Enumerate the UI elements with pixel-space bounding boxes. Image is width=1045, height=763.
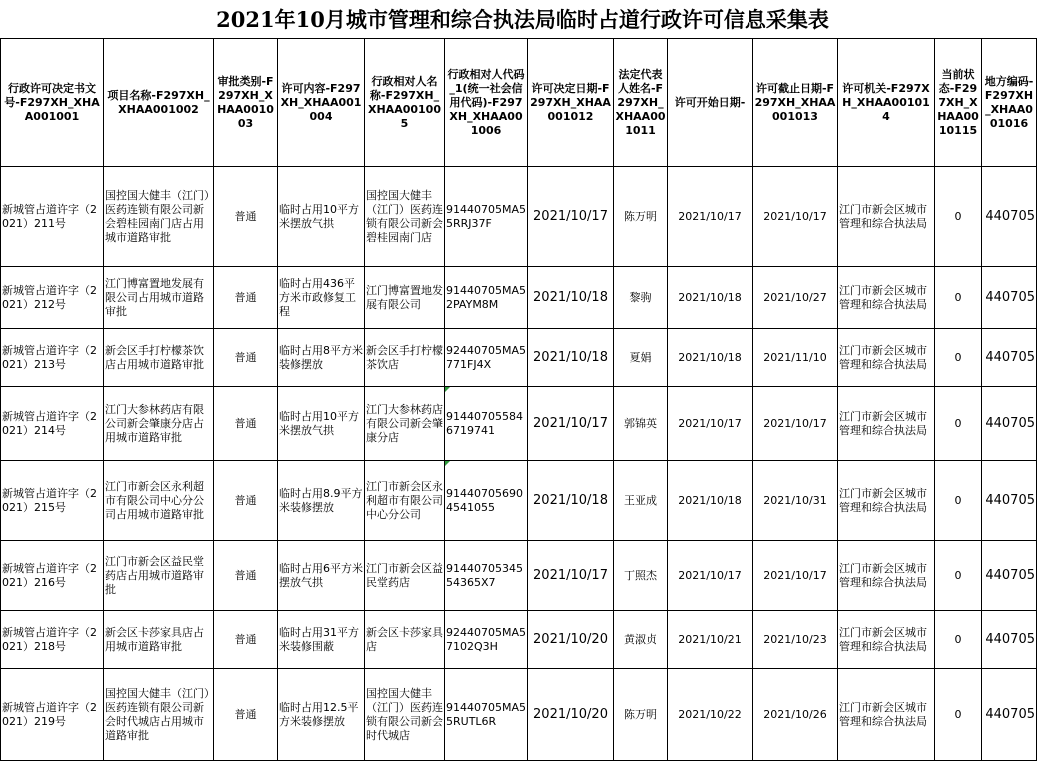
cell-party[interactable] [365,329,445,387]
cell-authority-text: 江门市新会区城市管理和综合执法局 [839,561,927,589]
cell-legal-rep[interactable] [614,461,668,541]
cell-doc-no[interactable] [1,387,104,461]
cell-party-text: 国控国大健丰（江门）医药连锁有限公司新会碧桂园南门店 [366,188,443,244]
cell-project-text: 江门大参林药店有限公司新会肇康分店占用城市道路审批 [105,402,204,444]
cell-code[interactable] [445,167,528,267]
cell-end-date-text: 2021/10/26 [763,707,827,721]
cell-code-text: 92440705MA5771FJ4X [446,343,527,371]
cell-status[interactable] [935,167,982,267]
cell-doc-no[interactable] [1,167,104,267]
cell-authority-text: 江门市新会区城市管理和综合执法局 [839,202,927,230]
cell-category-text: 普通 [234,707,257,721]
cell-party-text: 江门大参林药店有限公司新会肇康分店 [366,402,443,444]
header-legal-rep[interactable]: 法定代表人姓名-F297XH_XHAA001011 [614,39,668,167]
cell-status-text: 0 [954,568,962,582]
cell-party-text: 江门博富置地发展有限公司 [366,283,443,311]
cell-party-text: 江门市新会区永利超市有限公司中心分公司 [366,479,443,521]
cell-doc-no-text: 新城管占道许字（2021）218号 [2,625,97,653]
cell-decision-date[interactable] [528,387,614,461]
header-status[interactable]: 当前状态-F297XH_XHAA0010115 [935,39,982,167]
cell-authority[interactable] [838,267,935,329]
header-area-code[interactable]: 地方编码-F297XH_XHAA001016 [982,39,1037,167]
cell-area-code[interactable] [982,541,1037,611]
cell-project-text: 新会区手打柠檬茶饮店占用城市道路审批 [105,343,204,371]
cell-status[interactable] [935,461,982,541]
cell-decision-date[interactable] [528,611,614,669]
cell-start-date[interactable] [668,461,753,541]
cell-project-text: 江门博富置地发展有限公司占用城市道路审批 [105,276,204,318]
table-row [1,387,1037,461]
cell-end-date-text: 2021/10/31 [763,493,827,507]
cell-project[interactable] [104,461,214,541]
cell-category[interactable] [214,329,278,387]
header-project[interactable]: 项目名称-F297XH_XHAA001002 [104,39,214,167]
cell-category-text: 普通 [234,350,257,364]
cell-party[interactable] [365,669,445,761]
table-row [1,461,1037,541]
cell-area-code-text: 440705 [985,492,1035,508]
cell-category[interactable] [214,167,278,267]
cell-content-text: 临时占用31平方米装修围蔽 [279,625,359,653]
cell-decision-date-text: 2021/10/20 [533,706,608,722]
cell-project-text: 江门市新会区益民堂药店占用城市道路审批 [105,554,204,596]
table-row [1,267,1037,329]
permit-table [0,38,1037,761]
cell-authority-text: 江门市新会区城市管理和综合执法局 [839,343,927,371]
cell-end-date[interactable] [753,267,838,329]
cell-legal-rep-text: 黎驹 [629,290,652,304]
cell-category-text: 普通 [234,290,257,304]
cell-start-date-text: 2021/10/17 [678,209,742,223]
cell-authority[interactable] [838,461,935,541]
cell-status-text: 0 [954,416,962,430]
cell-authority[interactable] [838,387,935,461]
sheet-title: 2021年10月城市管理和综合执法局临时占道行政许可信息采集表 [216,7,829,32]
cell-project-text: 国控国大健丰（江门）医药连锁有限公司新会时代城店占用城市道路审批 [105,686,210,742]
cell-start-date-text: 2021/10/17 [678,568,742,582]
cell-area-code-text: 440705 [985,289,1035,305]
cell-end-date-text: 2021/10/17 [763,416,827,430]
cell-category[interactable] [214,611,278,669]
cell-legal-rep[interactable] [614,329,668,387]
cell-party[interactable] [365,387,445,461]
cell-content[interactable] [278,461,365,541]
cell-code[interactable] [445,387,528,461]
cell-code[interactable] [445,267,528,329]
header-row [1,39,1037,167]
cell-party[interactable] [365,461,445,541]
cell-content-text: 临时占用8平方米装修摆放 [279,343,363,371]
cell-area-code-text: 440705 [985,208,1035,224]
cell-area-code-text: 440705 [985,631,1035,647]
cell-end-date[interactable] [753,387,838,461]
cell-area-code[interactable] [982,329,1037,387]
cell-doc-no-text: 新城管占道许字（2021）219号 [2,700,97,728]
cell-legal-rep-text: 陈万明 [624,209,657,223]
cell-legal-rep[interactable] [614,541,668,611]
cell-project[interactable] [104,267,214,329]
table-row [1,611,1037,669]
cell-status-text: 0 [954,632,962,646]
cell-status-text: 0 [954,350,962,364]
cell-code-text: 91440705MA52PAYM8M [446,283,527,311]
cell-end-date[interactable] [753,669,838,761]
cell-authority[interactable] [838,611,935,669]
cell-end-date[interactable] [753,167,838,267]
table-row [1,167,1037,267]
cell-doc-no[interactable] [1,267,104,329]
cell-status[interactable] [935,267,982,329]
cell-category[interactable] [214,669,278,761]
cell-area-code[interactable] [982,461,1037,541]
cell-content-text: 临时占用8.9平方米装修摆放 [279,486,363,514]
cell-legal-rep[interactable] [614,167,668,267]
cell-party-text: 新会区手打柠檬茶饮店 [366,343,443,371]
header-content[interactable]: 许可内容-F297XH_XHAA001004 [278,39,365,167]
cell-party-text: 江门市新会区益民堂药店 [366,561,443,589]
cell-project[interactable] [104,541,214,611]
cell-doc-no-text: 新城管占道许字（2021）214号 [2,409,97,437]
header-decision-date[interactable]: 许可决定日期-F297XH_XHAA001012 [528,39,614,167]
cell-doc-no[interactable] [1,541,104,611]
cell-start-date[interactable] [668,167,753,267]
cell-decision-date[interactable] [528,541,614,611]
cell-legal-rep[interactable] [614,267,668,329]
cell-status[interactable] [935,611,982,669]
cell-code-text: 914407055846719741 [446,409,523,437]
cell-doc-no-text: 新城管占道许字（2021）212号 [2,283,97,311]
cell-decision-date-text: 2021/10/18 [533,289,608,305]
cell-category-text: 普通 [234,568,257,582]
cell-doc-no-text: 新城管占道许字（2021）216号 [2,561,97,589]
cell-code-text: 91440705MA55RRJ37F [446,202,527,230]
table-row [1,329,1037,387]
cell-start-date-text: 2021/10/18 [678,350,742,364]
cell-end-date[interactable] [753,329,838,387]
cell-decision-date[interactable] [528,167,614,267]
cell-code-text: 92440705MA57102Q3H [446,625,527,653]
cell-code-text: 91440705MA55RUTL6R [446,700,527,728]
cell-code[interactable] [445,329,528,387]
cell-area-code[interactable] [982,167,1037,267]
cell-start-date[interactable] [668,669,753,761]
cell-decision-date[interactable] [528,461,614,541]
cell-area-code[interactable] [982,267,1037,329]
cell-project[interactable] [104,387,214,461]
cell-category-text: 普通 [234,632,257,646]
cell-code-text: 9144070534554365X7 [446,561,523,589]
cell-comment-marker-icon [445,461,450,466]
cell-legal-rep-text: 陈万明 [624,707,657,721]
cell-content-text: 临时占用6平方米摆放气拱 [279,561,363,589]
cell-decision-date[interactable] [528,329,614,387]
cell-decision-date[interactable] [528,669,614,761]
cell-start-date-text: 2021/10/18 [678,290,742,304]
cell-area-code-text: 440705 [985,567,1035,583]
cell-status[interactable] [935,669,982,761]
header-category[interactable]: 审批类别-F297XH_XHAA001003 [214,39,278,167]
header-start-date[interactable]: 许可开始日期- [668,39,753,167]
cell-area-code-text: 440705 [985,415,1035,431]
cell-status[interactable] [935,387,982,461]
cell-category[interactable] [214,387,278,461]
cell-party[interactable] [365,541,445,611]
cell-end-date[interactable] [753,611,838,669]
cell-category[interactable] [214,461,278,541]
cell-content-text: 临时占用12.5平方米装修摆放 [279,700,359,728]
cell-area-code-text: 440705 [985,349,1035,365]
cell-decision-date[interactable] [528,267,614,329]
cell-legal-rep-text: 黄淑贞 [624,632,657,646]
cell-status[interactable] [935,541,982,611]
cell-end-date-text: 2021/10/17 [763,568,827,582]
cell-authority[interactable] [838,541,935,611]
cell-content-text: 临时占用10平方米摆放气拱 [279,202,359,230]
cell-content[interactable] [278,167,365,267]
cell-doc-no-text: 新城管占道许字（2021）211号 [2,202,97,230]
cell-comment-marker-icon [445,387,450,392]
cell-content-text: 临时占用10平方米摆放气拱 [279,409,359,437]
cell-start-date-text: 2021/10/17 [678,416,742,430]
cell-code[interactable] [445,669,528,761]
cell-category[interactable] [214,267,278,329]
cell-decision-date-text: 2021/10/18 [533,492,608,508]
cell-authority-text: 江门市新会区城市管理和综合执法局 [839,409,927,437]
cell-legal-rep[interactable] [614,669,668,761]
cell-content[interactable] [278,541,365,611]
cell-authority-text: 江门市新会区城市管理和综合执法局 [839,283,927,311]
cell-decision-date-text: 2021/10/20 [533,631,608,647]
cell-end-date-text: 2021/11/10 [763,350,827,364]
cell-project-text: 国控国大健丰（江门）医药连锁有限公司新会碧桂园南门店占用城市道路审批 [105,188,210,244]
table-row [1,669,1037,761]
cell-party[interactable] [365,267,445,329]
cell-party-text: 新会区卡莎家具店 [366,625,443,653]
cell-area-code[interactable] [982,387,1037,461]
cell-start-date-text: 2021/10/18 [678,493,742,507]
cell-project[interactable] [104,669,214,761]
cell-start-date[interactable] [668,611,753,669]
cell-start-date-text: 2021/10/21 [678,632,742,646]
cell-status-text: 0 [954,290,962,304]
cell-decision-date-text: 2021/10/17 [533,208,608,224]
cell-legal-rep-text: 郭锦英 [624,416,657,430]
cell-doc-no-text: 新城管占道许字（2021）215号 [2,486,97,514]
cell-project-text: 江门市新会区永利超市有限公司中心分公司占用城市道路审批 [105,479,204,521]
cell-start-date[interactable] [668,387,753,461]
cell-party[interactable] [365,611,445,669]
cell-status-text: 0 [954,707,962,721]
cell-legal-rep-text: 丁照杰 [624,568,657,582]
cell-status[interactable] [935,329,982,387]
cell-authority[interactable] [838,669,935,761]
cell-code-text: 914407056904541055 [446,486,523,514]
cell-content[interactable] [278,611,365,669]
cell-code[interactable] [445,541,528,611]
cell-project[interactable] [104,167,214,267]
cell-code[interactable] [445,461,528,541]
cell-party-text: 国控国大健丰（江门）医药连锁有限公司新会时代城店 [366,686,443,742]
header-code[interactable]: 行政相对人代码_1(统一社会信用代码)-F297XH_XHAA001006 [445,39,528,167]
header-party[interactable]: 行政相对人名称-F297XH_XHAA001005 [365,39,445,167]
cell-category-text: 普通 [234,493,257,507]
table-row [1,541,1037,611]
cell-start-date[interactable] [668,329,753,387]
cell-end-date-text: 2021/10/17 [763,209,827,223]
cell-legal-rep[interactable] [614,387,668,461]
cell-doc-no-text: 新城管占道许字（2021）213号 [2,343,97,371]
cell-area-code[interactable] [982,611,1037,669]
cell-decision-date-text: 2021/10/17 [533,567,608,583]
cell-legal-rep-text: 王亚成 [624,493,657,507]
cell-end-date-text: 2021/10/23 [763,632,827,646]
cell-start-date[interactable] [668,267,753,329]
cell-authority[interactable] [838,329,935,387]
cell-legal-rep[interactable] [614,611,668,669]
cell-project[interactable] [104,611,214,669]
cell-area-code[interactable] [982,669,1037,761]
cell-area-code-text: 440705 [985,706,1035,722]
header-authority[interactable]: 许可机关-F297XH_XHAA001014 [838,39,935,167]
cell-project[interactable] [104,329,214,387]
cell-category[interactable] [214,541,278,611]
cell-decision-date-text: 2021/10/17 [533,415,608,431]
cell-content[interactable] [278,669,365,761]
header-end-date[interactable]: 许可截止日期-F297XH_XHAA001013 [753,39,838,167]
cell-end-date[interactable] [753,541,838,611]
cell-authority[interactable] [838,167,935,267]
cell-content[interactable] [278,267,365,329]
cell-category-text: 普通 [234,416,257,430]
cell-start-date-text: 2021/10/22 [678,707,742,721]
cell-authority-text: 江门市新会区城市管理和综合执法局 [839,700,927,728]
cell-decision-date-text: 2021/10/18 [533,349,608,365]
cell-content[interactable] [278,329,365,387]
cell-start-date[interactable] [668,541,753,611]
cell-status-text: 0 [954,493,962,507]
cell-category-text: 普通 [234,209,257,223]
cell-party[interactable] [365,167,445,267]
cell-content-text: 临时占用436平方米市政修复工程 [279,276,356,318]
cell-end-date[interactable] [753,461,838,541]
cell-doc-no[interactable] [1,611,104,669]
cell-doc-no[interactable] [1,329,104,387]
cell-project-text: 新会区卡莎家具店占用城市道路审批 [105,625,204,653]
cell-authority-text: 江门市新会区城市管理和综合执法局 [839,625,927,653]
header-doc-no[interactable]: 行政许可决定书文号-F297XH_XHAA001001 [1,39,104,167]
cell-status-text: 0 [954,209,962,223]
cell-end-date-text: 2021/10/27 [763,290,827,304]
cell-legal-rep-text: 夏娟 [629,350,652,364]
cell-authority-text: 江门市新会区城市管理和综合执法局 [839,486,927,514]
cell-doc-no[interactable] [1,461,104,541]
cell-doc-no[interactable] [1,669,104,761]
cell-content[interactable] [278,387,365,461]
cell-code[interactable] [445,611,528,669]
